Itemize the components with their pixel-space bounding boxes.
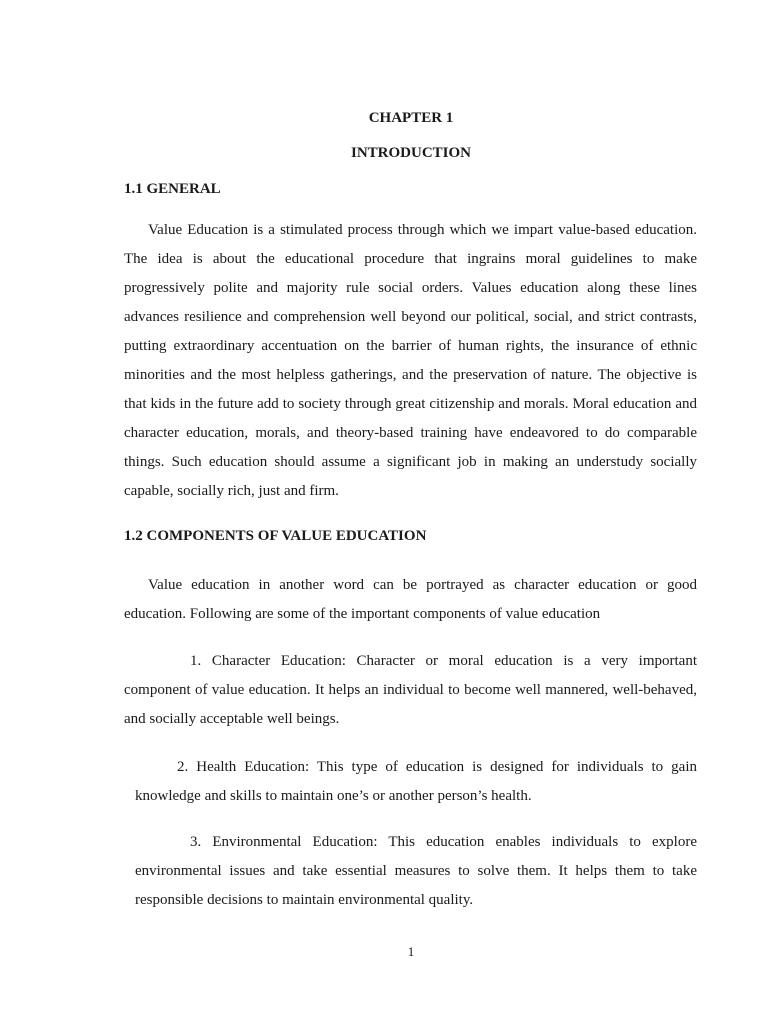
component-item-character-education: 1. Character Education: Character or moral education is a very important component of value education. It helps an individual to become well mannered, well-behaved, and socially acceptable well beings. (124, 653, 697, 727)
chapter-label: CHAPTER 1 (368, 110, 454, 126)
general-paragraph: Value Education is a stimulated process through which we impart value-based education. The idea is about the educational procedure that ingrains moral guidelines to make progressively polite and majority rule social orders. Values education along these lines advances resilience and comprehension well beyond our political, social, and strict contrasts, putting extraordinary accentuation on the barrier of human rights, the insurance of ethnic minorities and the most helpless gatherings, and the preservation of nature. The objective is that kids in the future add to society through great citizenship and morals. Moral education and character education, morals, and theory-based training have endeavored to do comparable things. Such education should assume a significant job in making an understudy socially capable, socially rich, just and firm. (124, 222, 697, 499)
section-heading-general: 1.1 GENERAL (124, 181, 221, 197)
component-item-health-education: 2. Health Education: This type of education is designed for individuals to gain knowledge and skills to maintain one’s or another person’s health. (135, 759, 697, 804)
components-intro-paragraph: Value education in another word can be portrayed as character education or good education. Following are some of the important components of value education (124, 577, 697, 622)
chapter-title: INTRODUCTION (350, 145, 471, 161)
section-heading-components: 1.2 COMPONENTS OF VALUE EDUCATION (124, 528, 427, 544)
page-number: 1 (407, 944, 415, 959)
component-item-environmental-education: 3. Environmental Education: This education enables individuals to explore environmental issues and take essential measures to solve them. It helps them to take responsible decisions to maintain environmental quality. (135, 834, 697, 908)
